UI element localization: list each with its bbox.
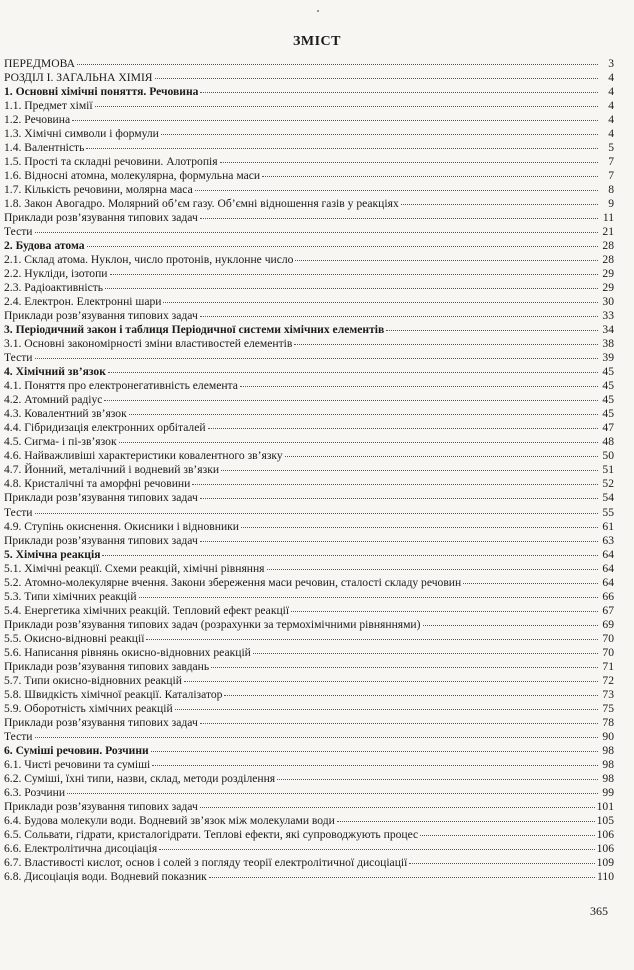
toc-entry <box>4 576 614 590</box>
dot-leader <box>211 667 598 668</box>
dot-leader <box>200 723 598 724</box>
toc-entry-title: Приклади розв’язування типових задач <box>4 799 198 813</box>
toc-entry-page: 90 <box>602 729 614 743</box>
toc-entry-page: 73 <box>602 687 614 701</box>
toc-entry-title: 1.2. Речовина <box>4 113 71 127</box>
toc-entry-title: 1.4. Валентність <box>4 141 85 155</box>
toc-entry-title: 4.7. Йонний, металічний і водневий зв’язки <box>4 463 220 477</box>
toc-entry <box>4 590 614 604</box>
dot-leader <box>35 232 599 233</box>
toc-entry-title: Приклади розв’язування типових завдань <box>4 659 210 673</box>
toc-entry <box>4 421 614 435</box>
toc-entry-title: Приклади розв’язування типових задач <box>4 533 198 547</box>
toc-entry <box>4 127 614 141</box>
toc-entry-title: 5.6. Написання рівнянь окисно-відновних реакцій <box>4 645 251 659</box>
dot-leader <box>72 120 598 121</box>
toc-entry-page: 67 <box>602 603 614 617</box>
dot-leader <box>267 569 598 570</box>
toc-entry <box>4 632 614 646</box>
toc-entry-page: 4 <box>608 85 614 99</box>
toc-entry <box>4 477 614 491</box>
toc-entry-title: 5.2. Атомно-молекулярне вчення. Закони збереження маси речовин, сталості складу речовин <box>4 575 462 589</box>
toc-entry-title: 6.2. Суміші, їхні типи, назви, склад, методи розділення <box>4 771 276 785</box>
toc-entry-page: 9 <box>608 197 614 211</box>
toc-entry <box>4 295 614 309</box>
toc-entry-title: 4. Хімічний зв’язок <box>4 365 106 379</box>
toc-entry <box>4 169 614 183</box>
toc-entry-title: 4.8. Кристалічні та аморфні речовини <box>4 477 191 491</box>
toc-chapter-entry <box>4 85 614 99</box>
dot-leader <box>241 527 598 528</box>
dot-leader <box>285 456 598 457</box>
toc-entry-page: 109 <box>596 855 614 869</box>
toc-entry-page: 38 <box>602 337 614 351</box>
toc-entry-title: Приклади розв’язування типових задач <box>4 715 198 729</box>
toc-entry-title: 5.7. Типи окисно-відновних реакцій <box>4 673 182 687</box>
toc-entry-page: 51 <box>602 463 614 477</box>
dot-leader <box>77 64 598 65</box>
dot-leader <box>240 386 598 387</box>
toc-entry-title: 6.1. Чисті речовини та суміші <box>4 757 151 771</box>
dot-leader <box>35 737 599 738</box>
dot-leader <box>110 274 599 275</box>
dot-leader <box>35 513 599 514</box>
toc-entry-title: РОЗДІЛ І. ЗАГАЛЬНА ХІМІЯ <box>4 71 153 85</box>
toc-entry <box>4 716 614 730</box>
toc-entry <box>4 702 614 716</box>
toc-entry-page: 33 <box>602 309 614 323</box>
toc-entry-page: 72 <box>602 673 614 687</box>
toc-entry-title: 5.3. Типи хімічних реакцій <box>4 589 137 603</box>
toc-entry-title: 6.4. Будова молекули води. Водневий зв’язок між молекулами води <box>4 813 335 827</box>
toc-entry <box>4 211 614 225</box>
toc-entry <box>4 435 614 449</box>
toc-entry-title: 4.2. Атомний радіус <box>4 393 103 407</box>
toc-entry <box>4 534 614 548</box>
toc-entry-title: 6.7. Властивості кислот, основ і солей з погляду теорії електролітичної дисоціації <box>4 855 408 869</box>
toc-entry-title: 5.8. Швидкість хімічної реакції. Каталізатор <box>4 687 223 701</box>
toc-entry <box>4 688 614 702</box>
toc-entry-page: 98 <box>602 757 614 771</box>
toc-entry-page: 98 <box>602 743 614 757</box>
toc-entry-page: 75 <box>602 701 614 715</box>
toc-entry-page: 3 <box>608 57 614 70</box>
toc-entry-title: 1.6. Відносні атомна, молекулярна, формульна маси <box>4 169 261 183</box>
toc-entry <box>4 842 614 856</box>
toc-entry-page: 30 <box>602 295 614 309</box>
dot-leader <box>87 246 598 247</box>
toc-entry-page: 66 <box>602 589 614 603</box>
toc-entry-title: 4.9. Ступінь окиснення. Окисники і відновники <box>4 519 239 533</box>
toc-entry-page: 69 <box>602 617 614 631</box>
toc-entry-page: 55 <box>602 505 614 519</box>
toc-entry <box>4 604 614 618</box>
page-number: 365 <box>590 904 608 918</box>
toc-entry-title: Приклади розв’язування типових задач <box>4 491 198 505</box>
toc-entry-title: Тести <box>4 351 33 365</box>
dot-leader <box>262 176 598 177</box>
toc-entry-page: 4 <box>608 113 614 127</box>
toc-entry <box>4 660 614 674</box>
toc-entry-page: 70 <box>602 645 614 659</box>
toc-entry <box>4 772 614 786</box>
dot-leader <box>161 134 598 135</box>
dot-leader <box>295 260 598 261</box>
toc-entry-page: 11 <box>602 211 614 225</box>
toc-entry-title: 6.5. Сольвати, гідрати, кристалогідрати. Теплові ефекти, які супроводжують процес <box>4 827 419 841</box>
toc-entry <box>4 870 614 884</box>
dot-leader <box>423 625 598 626</box>
toc-chapter-entry <box>4 365 614 379</box>
toc-entry <box>4 281 614 295</box>
dot-leader <box>152 765 598 766</box>
toc-entry <box>4 141 614 155</box>
toc-entry-title: 6.8. Дисоціація води. Водневий показник <box>4 869 207 883</box>
dot-leader <box>337 821 595 822</box>
toc-entry-page: 106 <box>596 841 614 855</box>
toc-entry <box>4 491 614 505</box>
dot-leader <box>224 695 598 696</box>
toc-entry <box>4 814 614 828</box>
toc-entry-title: 2.1. Склад атома. Нуклон, число протонів, нуклонне число <box>4 253 294 267</box>
dot-leader <box>104 400 598 401</box>
dot-leader <box>105 288 598 289</box>
toc-entry <box>4 113 614 127</box>
toc-entry-title: 2. Будова атома <box>4 239 85 253</box>
dot-leader <box>209 877 595 878</box>
toc-entry-page: 101 <box>596 799 614 813</box>
toc-entry-page: 64 <box>602 575 614 589</box>
toc-chapter-entry <box>4 548 614 562</box>
dot-leader <box>200 218 598 219</box>
toc-entry <box>4 562 614 576</box>
toc-entry <box>4 309 614 323</box>
toc-entry <box>4 730 614 744</box>
toc-entry-title: 3.1. Основні закономірності зміни властивостей елементів <box>4 337 293 351</box>
dot-leader <box>86 148 598 149</box>
toc-entry-title: 2.2. Нукліди, ізотопи <box>4 267 108 281</box>
toc-entry <box>4 99 614 113</box>
dot-leader <box>200 807 595 808</box>
toc-entry-page: 8 <box>608 183 614 197</box>
table-of-contents <box>4 57 614 884</box>
toc-entry-title: 4.3. Ковалентний зв’язок <box>4 407 127 421</box>
toc-entry-page: 45 <box>602 407 614 421</box>
dot-leader <box>386 330 598 331</box>
toc-entry-title: 1.1. Предмет хімії <box>4 99 93 113</box>
toc-chapter-entry <box>4 323 614 337</box>
dot-leader <box>221 470 598 471</box>
toc-entry <box>4 351 614 365</box>
dot-leader <box>184 681 598 682</box>
toc-entry-title: Тести <box>4 225 33 239</box>
toc-chapter-entry <box>4 239 614 253</box>
toc-entry-page: 5 <box>608 141 614 155</box>
dot-leader <box>129 414 598 415</box>
dot-leader <box>163 302 598 303</box>
toc-entry <box>4 253 614 267</box>
toc-entry-title: 2.3. Радіоактивність <box>4 281 104 295</box>
toc-entry-page: 45 <box>602 393 614 407</box>
toc-entry-page: 4 <box>608 127 614 141</box>
toc-entry-title: 6.3. Розчини <box>4 785 66 799</box>
dot-leader <box>277 779 598 780</box>
toc-entry-title: 6.6. Електролітична дисоціація <box>4 841 158 855</box>
toc-entry-page: 7 <box>608 169 614 183</box>
dot-leader <box>401 204 598 205</box>
toc-entry <box>4 800 614 814</box>
toc-entry <box>4 393 614 407</box>
toc-entry <box>4 225 614 239</box>
dot-leader <box>200 498 598 499</box>
toc-chapter-entry <box>4 744 614 758</box>
dot-leader <box>294 344 598 345</box>
dot-leader <box>463 583 598 584</box>
toc-entry <box>4 267 614 281</box>
toc-entry-page: 45 <box>602 365 614 379</box>
dot-leader <box>200 92 598 93</box>
dot-leader <box>409 863 594 864</box>
dot-leader <box>200 316 598 317</box>
toc-entry-title: 1.7. Кількість речовини, молярна маса <box>4 183 193 197</box>
dot-leader <box>139 597 598 598</box>
dot-leader <box>35 358 599 359</box>
toc-entry <box>4 155 614 169</box>
dot-leader <box>253 653 598 654</box>
toc-entry-title: 4.5. Сигма- і пі-зв’язок <box>4 435 117 449</box>
toc-entry-title: 4.1. Поняття про електронегативність елемента <box>4 379 238 393</box>
toc-entry <box>4 197 614 211</box>
toc-entry-page: 63 <box>602 533 614 547</box>
dot-leader <box>155 78 598 79</box>
toc-entry <box>4 786 614 800</box>
toc-entry-title: 2.4. Електрон. Електронні шари <box>4 295 162 309</box>
toc-entry <box>4 674 614 688</box>
dot-leader <box>195 190 598 191</box>
toc-entry-title: 5. Хімічна реакція <box>4 547 101 561</box>
toc-entry <box>4 449 614 463</box>
toc-entry <box>4 463 614 477</box>
toc-entry-page: 4 <box>608 99 614 113</box>
toc-entry-title: 6. Суміші речовин. Розчини <box>4 743 149 757</box>
toc-entry-page: 47 <box>602 421 614 435</box>
toc-entry <box>4 618 614 632</box>
toc-entry-page: 21 <box>602 225 614 239</box>
toc-entry <box>4 506 614 520</box>
toc-entry <box>4 183 614 197</box>
toc-entry-page: 34 <box>602 323 614 337</box>
toc-entry <box>4 646 614 660</box>
toc-entry-title: 1.5. Прості та складні речовини. Алотропія <box>4 155 218 169</box>
toc-entry-page: 48 <box>602 435 614 449</box>
toc-entry-title: Приклади розв’язування типових задач <box>4 309 198 323</box>
toc-entry-page: 106 <box>596 827 614 841</box>
toc-entry <box>4 828 614 842</box>
toc-entry <box>4 407 614 421</box>
dot-leader <box>220 162 598 163</box>
toc-entry-title: 5.5. Окисно-відновні реакції <box>4 631 145 645</box>
toc-entry <box>4 520 614 534</box>
dot-leader <box>208 428 598 429</box>
toc-entry-title: Приклади розв’язування типових задач (розрахунки за термохімічними рівняннями) <box>4 617 421 631</box>
toc-entry-page: 78 <box>602 715 614 729</box>
toc-entry-page: 105 <box>596 813 614 827</box>
toc-entry <box>4 337 614 351</box>
toc-entry-page: 45 <box>602 379 614 393</box>
toc-entry-page: 71 <box>602 659 614 673</box>
dot-leader <box>192 484 598 485</box>
toc-entry-page: 70 <box>602 631 614 645</box>
dot-leader <box>119 442 598 443</box>
toc-entry-page: 39 <box>602 351 614 365</box>
toc-entry-page: 61 <box>602 519 614 533</box>
dot-leader <box>420 835 594 836</box>
toc-entry-page: 99 <box>602 785 614 799</box>
toc-entry-page: 98 <box>602 771 614 785</box>
toc-entry-page: 110 <box>597 869 614 883</box>
toc-entry-page: 54 <box>602 491 614 505</box>
dot-leader <box>291 611 598 612</box>
toc-entry <box>4 379 614 393</box>
toc-entry-page: 64 <box>602 561 614 575</box>
dot-leader <box>146 639 598 640</box>
toc-entry <box>4 71 614 85</box>
dot-leader <box>102 555 598 556</box>
page-title: ЗМІСТ <box>293 34 341 49</box>
toc-entry-page: 52 <box>602 477 614 491</box>
dot-leader <box>95 106 598 107</box>
toc-entry-page: 29 <box>602 267 614 281</box>
toc-entry-title: 1.3. Хімічні символи і формули <box>4 127 159 141</box>
toc-entry-title: 5.4. Енергетика хімічних реакцій. Тепловий ефект реакції <box>4 603 290 617</box>
toc-entry-title: 4.4. Гібридизація електронних орбіталей <box>4 421 206 435</box>
dot-leader <box>175 709 598 710</box>
toc-entry-page: 64 <box>602 547 614 561</box>
toc-entry-title: ПЕРЕДМОВА <box>4 57 75 70</box>
toc-entry-page: 29 <box>602 281 614 295</box>
toc-entry-title: Тести <box>4 505 33 519</box>
toc-entry-title: 1.8. Закон Авогадро. Молярний об’єм газу. Об’ємні відношення газів у реакціях <box>4 197 399 211</box>
scan-speck <box>317 10 319 12</box>
toc-entry <box>4 758 614 772</box>
toc-entry-page: 50 <box>602 449 614 463</box>
toc-entry-title: 5.9. Оборотність хімічних реакцій <box>4 701 173 715</box>
toc-entry-title: 1. Основні хімічні поняття. Речовина <box>4 85 199 99</box>
toc-entry-page: 4 <box>608 71 614 85</box>
toc-entry-title: Приклади розв’язування типових задач <box>4 211 198 225</box>
toc-entry-title: 3. Періодичний закон і таблиця Періодичної системи хімічних елементів <box>4 323 385 337</box>
dot-leader <box>200 541 598 542</box>
toc-entry-title: 4.6. Найважливіші характеристики ковалентного зв’язку <box>4 449 283 463</box>
dot-leader <box>67 793 598 794</box>
toc-entry-page: 7 <box>608 155 614 169</box>
toc-entry-page: 28 <box>602 253 614 267</box>
toc-entry-title: Тести <box>4 729 33 743</box>
dot-leader <box>151 751 598 752</box>
dot-leader <box>108 372 598 373</box>
toc-entry <box>4 57 614 71</box>
dot-leader <box>159 849 594 850</box>
toc-entry <box>4 856 614 870</box>
toc-entry-title: 5.1. Хімічні реакції. Схеми реакцій, хімічні рівняння <box>4 561 265 575</box>
toc-entry-page: 28 <box>602 239 614 253</box>
